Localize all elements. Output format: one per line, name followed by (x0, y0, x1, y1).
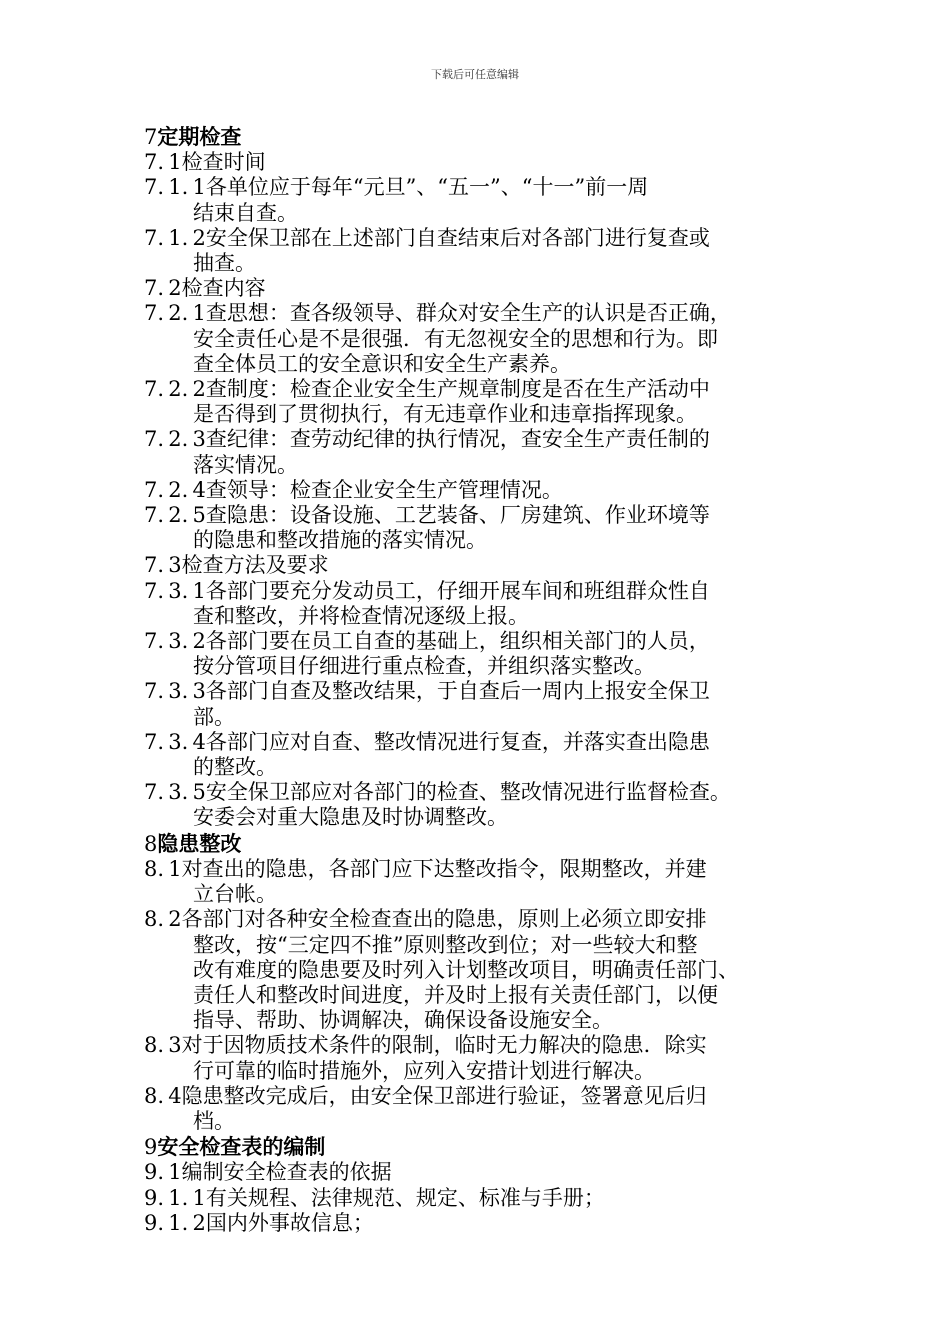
paragraph-continuation (144, 1109, 824, 1134)
clause-text: 对于因物质技术条件的限制，临时无力解决的隐患．除实 (181, 1033, 707, 1058)
clause-line (144, 579, 824, 604)
clause-text: 各部门自查及整改结果，于自查后一周内上报安全保卫 (205, 679, 710, 704)
document-body (144, 124, 824, 1236)
clause-number: 7. 2. 1 (144, 301, 206, 326)
paragraph-continuation (144, 453, 824, 478)
clause-number: 8. 2 (144, 907, 182, 932)
section-heading (144, 124, 824, 150)
clause-text: 查领导：检查企业安全生产管理情况。 (205, 477, 563, 502)
clause-text: 对查出的隐患，各部门应下达整改指令，限期整改，并建 (181, 856, 707, 881)
clause-text: 的整改。 (193, 755, 277, 780)
clause-line (144, 553, 824, 578)
clause-text: 定期检查 (157, 124, 242, 149)
clause-line (144, 679, 824, 704)
clause-text: 检查方法及要求 (181, 553, 329, 578)
clause-text: 有关规程、法律规范、规定、标准与手册； (205, 1185, 605, 1210)
clause-line (144, 503, 824, 528)
paragraph-continuation (144, 528, 824, 553)
clause-number: 7. 3. 4 (144, 729, 206, 754)
clause-number: 7. 3 (144, 553, 182, 578)
clause-number: 7 (144, 125, 158, 149)
clause-text: 安全责任心是不是很强．有无忽视安全的思想和行为。即 (193, 326, 718, 351)
clause-text: 检查内容 (181, 276, 266, 301)
clause-text: 各部门应对自查、整改情况进行复查，并落实查出隐患 (205, 729, 710, 754)
paragraph-continuation (144, 1008, 824, 1033)
clause-text: 行可靠的临时措施外，应列入安措计划进行解决。 (193, 1058, 655, 1083)
clause-line (144, 629, 824, 654)
paragraph-continuation (144, 1059, 824, 1084)
clause-line (144, 1160, 824, 1185)
clause-number: 8. 1 (144, 856, 182, 881)
clause-text: 查隐患：设备设施、工艺装备、厂房建筑、作业环境等 (205, 503, 710, 528)
clause-line (144, 857, 824, 882)
clause-number: 7. 3. 2 (144, 629, 206, 654)
clause-number: 7. 2. 4 (144, 477, 206, 502)
clause-text: 各部门要在员工自查的基础上，组织相关部门的人员， (205, 629, 710, 654)
clause-line (144, 150, 824, 175)
clause-number: 7. 3. 1 (144, 578, 206, 603)
section-heading (144, 1134, 824, 1160)
clause-text: 查纪律：查劳动纪律的执行情况，查安全生产责任制的 (205, 427, 710, 452)
clause-number: 9 (144, 1135, 158, 1160)
clause-line (144, 780, 824, 805)
paragraph-continuation (144, 805, 824, 830)
paragraph-continuation (144, 958, 824, 983)
clause-line (144, 276, 824, 301)
clause-text: 安全检查表的编制 (157, 1134, 326, 1160)
clause-text: 抽查。 (193, 251, 256, 276)
clause-text: 整改，按“三定四不推”原则整改到位；对一些较大和整 (193, 932, 698, 957)
clause-line (144, 427, 824, 452)
clause-line (144, 175, 824, 200)
clause-number: 8 (144, 831, 158, 856)
clause-text: 指导、帮助、协调解决，确保设备设施安全。 (193, 1008, 613, 1033)
clause-text: 部。 (193, 704, 235, 729)
clause-text: 编制安全检查表的依据 (181, 1160, 392, 1185)
clause-text: 查思想：查各级领导、群众对安全生产的认识是否正确， (205, 301, 731, 326)
paragraph-continuation (144, 327, 824, 352)
clause-text: 各部门要充分发动员工，仔细开展车间和班组群众性自 (205, 578, 710, 603)
clause-line (144, 1033, 824, 1058)
clause-text: 落实情况。 (193, 452, 298, 477)
page-header: 下载后可任意编辑 (431, 68, 519, 81)
paragraph-continuation (144, 654, 824, 679)
clause-number: 7. 2. 3 (144, 427, 206, 452)
clause-number: 7. 2 (144, 276, 182, 301)
clause-number: 7. 2. 5 (144, 503, 206, 528)
clause-line (144, 1186, 824, 1211)
clause-number: 7. 3. 5 (144, 780, 206, 805)
clause-text: 立台帐。 (193, 882, 277, 907)
clause-text: 各单位应于每年“元旦”、“五一”、“十一”前一周 (205, 175, 649, 200)
clause-text: 按分管项目仔细进行重点检查，并组织落实整改。 (193, 654, 655, 679)
paragraph-continuation (144, 882, 824, 907)
clause-text: 是否得到了贯彻执行，有无违章作业和违章指挥现象。 (193, 402, 697, 427)
clause-text: 改有难度的隐患要及时列入计划整改项目，明确责任部门、 (193, 957, 739, 982)
clause-text: 隐患整改 (157, 830, 242, 856)
section-heading (144, 831, 824, 857)
clause-text: 各部门对各种安全检查查出的隐患，原则上必须立即安排 (181, 907, 707, 932)
clause-line (144, 301, 824, 326)
clause-line (144, 377, 824, 402)
clause-text: 档。 (193, 1108, 235, 1133)
clause-text: 查制度：检查企业安全生产规章制度是否在生产活动中 (205, 377, 710, 402)
paragraph-continuation (144, 933, 824, 958)
clause-number: 9. 1. 2 (144, 1210, 206, 1235)
clause-text: 国内外事故信息； (205, 1210, 374, 1235)
clause-text: 结束自查。 (193, 200, 298, 225)
paragraph-continuation (144, 251, 824, 276)
clause-line (144, 730, 824, 755)
clause-line (144, 1211, 824, 1236)
paragraph-continuation (144, 352, 824, 377)
clause-text: 安全保卫部应对各部门的检查、整改情况进行监督检查。 (205, 780, 731, 805)
clause-number: 7. 2. 2 (144, 377, 206, 402)
paragraph-continuation (144, 402, 824, 427)
clause-number: 8. 3 (144, 1033, 182, 1058)
paragraph-continuation (144, 201, 824, 226)
clause-line (144, 478, 824, 503)
clause-text: 的隐患和整改措施的落实情况。 (193, 528, 487, 553)
clause-text: 隐患整改完成后，由安全保卫部进行验证，签署意见后归 (181, 1083, 707, 1108)
clause-line (144, 907, 824, 932)
paragraph-continuation (144, 755, 824, 780)
clause-number: 7. 1 (144, 150, 182, 175)
clause-number: 9. 1 (144, 1160, 182, 1185)
paragraph-continuation (144, 983, 824, 1008)
clause-text: 查和整改，并将检查情况逐级上报。 (193, 603, 529, 628)
clause-text: 安全保卫部在上述部门自查结束后对各部门进行复查或 (205, 225, 710, 250)
clause-number: 7. 1. 2 (144, 225, 206, 250)
paragraph-continuation (144, 604, 824, 629)
clause-number: 8. 4 (144, 1083, 182, 1108)
clause-text: 查全体员工的安全意识和安全生产素养。 (193, 351, 571, 376)
clause-number: 7. 1. 1 (144, 175, 206, 200)
clause-number: 7. 3. 3 (144, 679, 206, 704)
clause-line (144, 226, 824, 251)
paragraph-continuation (144, 705, 824, 730)
clause-number: 9. 1. 1 (144, 1185, 206, 1210)
clause-text: 检查时间 (181, 150, 266, 175)
clause-text: 责任人和整改时间进度，并及时上报有关责任部门，以便 (193, 982, 718, 1007)
clause-text: 安委会对重大隐患及时协调整改。 (193, 805, 508, 830)
clause-line (144, 1084, 824, 1109)
